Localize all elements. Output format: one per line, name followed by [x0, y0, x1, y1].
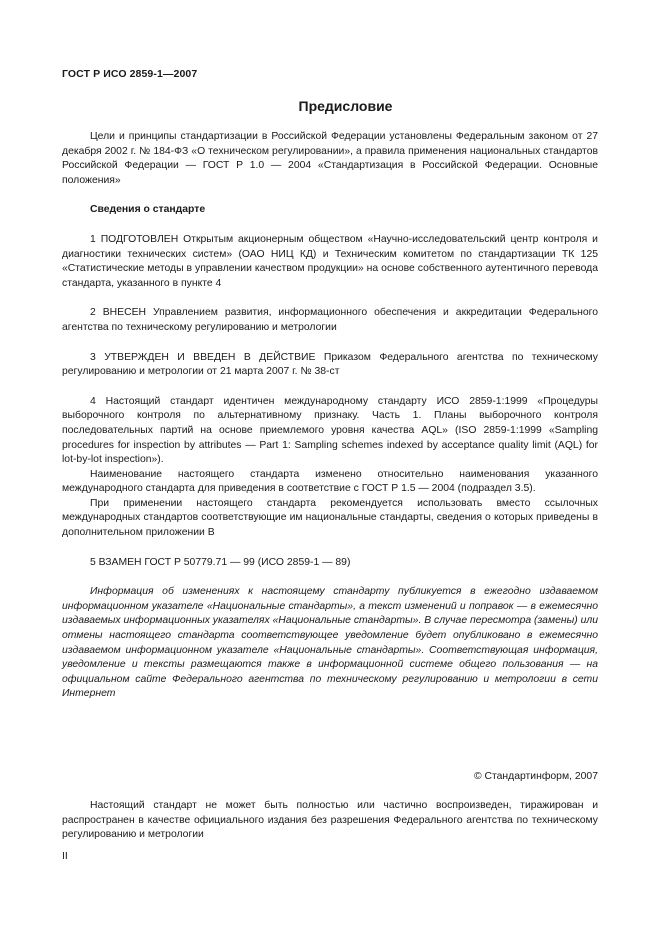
page-number: II	[62, 851, 68, 862]
item-3: 3 УТВЕРЖДЕН И ВВЕДЕН В ДЕЙСТВИЕ Приказом Федерального агентства по техническому регулированию и метрологии от 21 марта 2007 г. № 38-ст	[62, 351, 598, 378]
item-4: 4 Настоящий стандарт идентичен международному стандарту ИСО 2859-1:1999 «Процедуры выборочного контроля по альтернативному признаку. Часть 1. Планы выборочного контроля последовательных партий на основе приемлемого уровня качества AQL» (ISO 2859-1:1999 «Sampling procedures for inspection by attributes — Part 1: Sampling schemes indexed by acceptance quality limit (AQL) for lot-by-lot inspection»).	[62, 395, 598, 466]
footer-notice: Настоящий стандарт не может быть полностью или частично воспроизведен, тиражирован и распространен в качестве официального издания без разрешения Федерального агентства по техническому регулированию и метрологии	[62, 800, 598, 841]
page-title: Предисловие	[298, 98, 393, 114]
intro-paragraph: Цели и принципы стандартизации в Российской Федерации установлены Федеральным законом от 27 декабря 2002 г. № 184-ФЗ «О техническом регулировании», а правила применения национальных стандартов Российской Федерации — ГОСТ Р 1.0 — 2004 «Стандартизация в Российской Федерации. Основные положения»	[62, 131, 598, 186]
item-4-paragraph-3: При применении настоящего стандарта рекомендуется использовать вместо ссылочных международных стандартов соответствующие им национальные стандарты, сведения о которых приведены в дополнительном приложении В	[62, 497, 598, 539]
item-4-paragraph-2: Наименование настоящего стандарта изменено относительно наименования указанного международного стандарта для приведения в соответствие с ГОСТ Р 1.5 — 2004 (подраздел 3.5).	[62, 468, 598, 495]
document-header: ГОСТ Р ИСО 2859-1—2007	[62, 68, 198, 80]
info-paragraph: Информация об изменениях к настоящему стандарту публикуется в ежегодно издаваемом информационном указателе «Национальные стандарты», а текст изменений и поправок — в ежемесячно издаваемых информационных указателях «Национальные стандарты». В случае пересмотра (замены) или отмены настоящего стандарта соответствующее уведомление будет опубликовано в ежемесячно издаваемом информационном указателе «Национальные стандарты». Соответствующая информация, уведомление и тексты размещаются также в информационной системе общего пользования — на официальном сайте Федерального агентства по техническому регулированию и метрологии в сети Интернет	[62, 586, 598, 700]
copyright: © Стандартинформ, 2007	[473, 771, 598, 782]
preface-body	[62, 130, 598, 702]
item-1: 1 ПОДГОТОВЛЕН Открытым акционерным обществом «Научно-исследовательский центр контроля и диагностики технических систем» (ОАО НИЦ КД) и Техническим комитетом по стандартизации ТК 125 «Статистические методы в управлении качеством продукции» на основе собственного аутентичного перевода стандарта, указанного в пункте 4	[62, 233, 598, 289]
subheading: Сведения о стандарте	[90, 204, 206, 216]
item-5: 5 ВЗАМЕН ГОСТ Р 50779.71 — 99 (ИСО 2859-1 — 89)	[90, 556, 351, 568]
item-2: 2 ВНЕСЕН Управлением развития, информационного обеспечения и аккредитации Федерального агентства по техническому регулированию и метрологии	[62, 307, 598, 333]
